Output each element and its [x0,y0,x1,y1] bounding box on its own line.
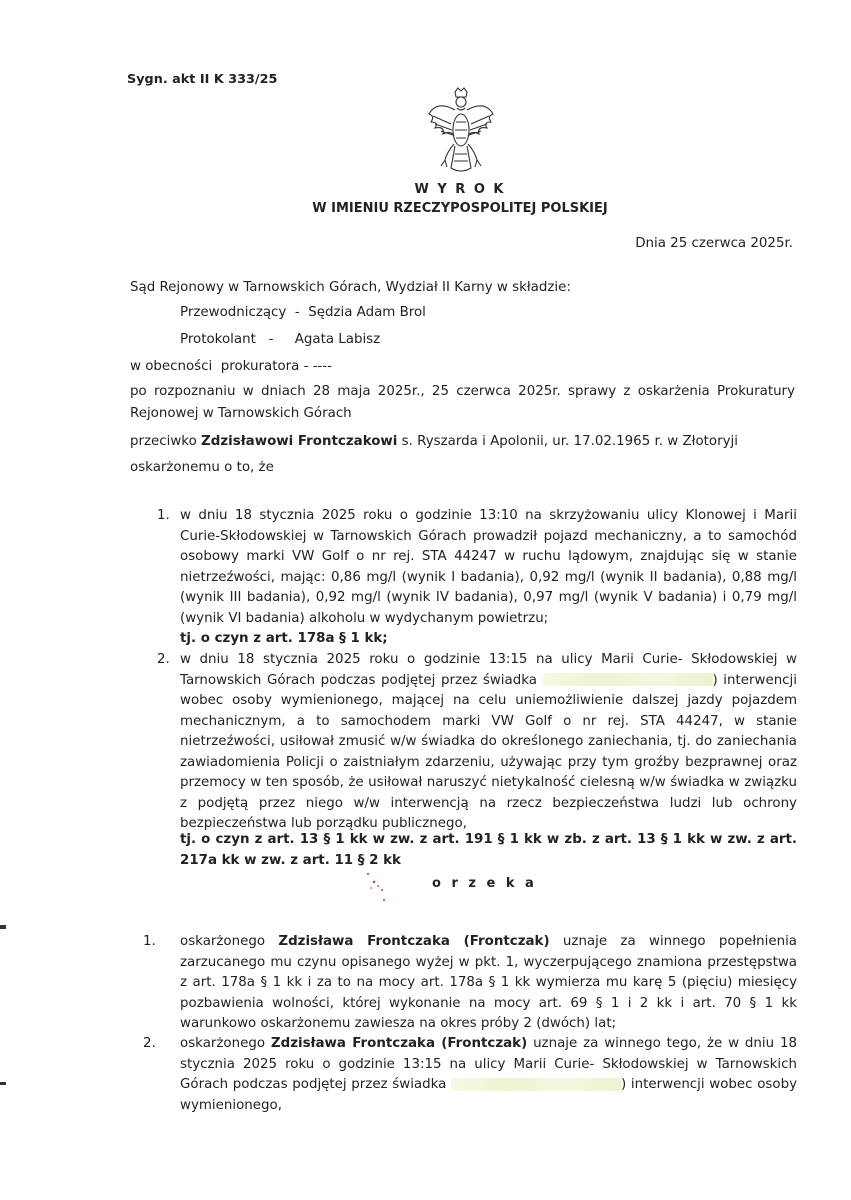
defendant-line [130,434,738,449]
against-prefix: przeciwko [130,434,202,449]
defendant-name: Zdzisławowi Frontczakowi [201,434,398,449]
judgment-date: Dnia 25 czerwca 2025r. [635,236,793,251]
charge-number: 1. [157,508,170,523]
redacted-witness-name [451,1078,621,1091]
ruling-text [180,932,797,1035]
charge-number: 2. [157,652,170,667]
redacted-witness-name [543,673,713,686]
ruling-text [180,1034,797,1116]
ruling-body-start: uznaje za winnego tego, że w dniu 18 stycznia 2025 roku o godzinie 13:15 na ulicy Marii Curie- Skłodowskiej w Tarnowskich Górach podczas podjętej przez świadka [180,1036,798,1092]
ruling-body-end: ) interwencji wobec osoby wymienionego, [180,1077,797,1113]
court-clerk: Protokolant - Agata Labisz [180,332,381,347]
charge-description-start: w dniu 18 stycznia 2025 roku o godzinie 13:15 na ulicy Marii Curie- Skłodowskiej w Tarnowskich Górach podczas podjętej przez świadka [180,652,797,688]
ruling-prefix: oskarżonego [180,1036,271,1051]
court-intro: Sąd Rejonowy w Tarnowskich Górach, Wydział II Karny w składzie: [130,280,571,295]
prosecutor-presence: w obecności prokuratora - ---- [130,359,333,374]
ruling-number: 1. [143,934,156,949]
ruling-defendant-name: Zdzisława Frontczaka (Frontczak) [270,1036,528,1051]
stray-ink-marks [360,868,420,908]
charge-qualification: tj. o czyn z art. 13 § 1 kk w zw. z art. 191 § 1 kk w zb. z art. 13 § 1 kk w zw. z art. 217a kk w zw. z art. 11 § 2 kk [180,832,797,868]
presiding-judge: Przewodniczący - Sędzia Adam Brol [180,305,426,320]
charge-description-end: ) interwencji wobec osoby wymienionego, mającej na celu uniemożliwienie dalszej jazdy pojazdem mechanicznym, a to samochodem marki VW Golf o nr rej. STA 44247, w stanie nietrzeźwości, usiłował zmusić w/w świadka do określonego zaniechania, tj. do zaniechania zawiadomienia Policji o zaistniałym zdarzeniu, używając przy tym groźby bezprawnej oraz przemocy w ten sposób, że usiłował naruszyć nietykalność cielesną w/w świadka w związku z podjętą przez niego w/w interwencją na rzecz bezpieczeństwa ludzi lub ochrony bezpieczeństwa lub porządku publicznego, [180,672,797,831]
polish-eagle-emblem [425,86,497,176]
ruling-defendant-name: Zdzisława Frontczaka (Frontczak) [278,934,550,949]
scan-edge-mark [0,1082,6,1085]
ruling-heading: o r z e k a [432,876,537,891]
defendant-details: s. Ryszarda i Apolonii, ur. 17.02.1965 r. w Złotoryji [397,434,738,449]
ruling-number: 2. [143,1036,156,1051]
accused-intro: oskarżonemu o to, że [130,460,274,475]
judgment-title: W Y R O K [414,182,506,197]
charge-description: w dniu 18 stycznia 2025 roku o godzinie 13:10 na skrzyżowaniu ulicy Klonowej i Marii Curie-Skłodowskiej w Tarnowskich Górach prowadził pojazd mechaniczny, a to samochód osobowy marki VW Golf o nr rej. STA 44247 w ruchu lądowym, znajdując się w stanie nietrzeźwości, mając: 0,86 mg/l (wynik I badania), 0,92 mg/l (wynik II badania), 0,88 mg/l (wynik III badania), 0,92 mg/l (wynik IV badania), 0,97 mg/l (wynik V badania) i 0,79 mg/l (wynik VI badania) alkoholu w wydychanym powietrzu; [180,508,797,626]
charge-qualification: tj. o czyn z art. 178a § 1 kk; [180,631,388,646]
charge-text [180,506,797,629]
ruling-body: uznaje za winnego popełnienia zarzucanego mu czynu opisanego wyżej w pkt. 1, wyczerpującego znamiona przestępstwa z art. 178a § 1 kk i za to na mocy art. 178a § 1 kk wymierza mu karę 5 (pięciu) miesięcy pozbawienia wolności, której wykonanie na mocy art. 69 § 1 i 2 kk i art. 70 § 1 kk warunkowo oskarżonemu zawiesza na okres próby 2 (dwóch) lat; [180,934,797,1031]
judgment-subtitle: W IMIENIU RZECZYPOSPOLITEJ POLSKIEJ [312,201,608,216]
charge-text [180,650,797,835]
case-signature: Sygn. akt II K 333/25 [127,72,278,87]
ruling-prefix: oskarżonego [180,934,279,949]
scan-edge-mark [0,925,6,929]
hearing-statement: po rozpoznaniu w dniach 28 maja 2025r., 25 czerwca 2025r. sprawy z oskarżenia Prokuratury Rejonowej w Tarnowskich Górach [130,384,795,421]
